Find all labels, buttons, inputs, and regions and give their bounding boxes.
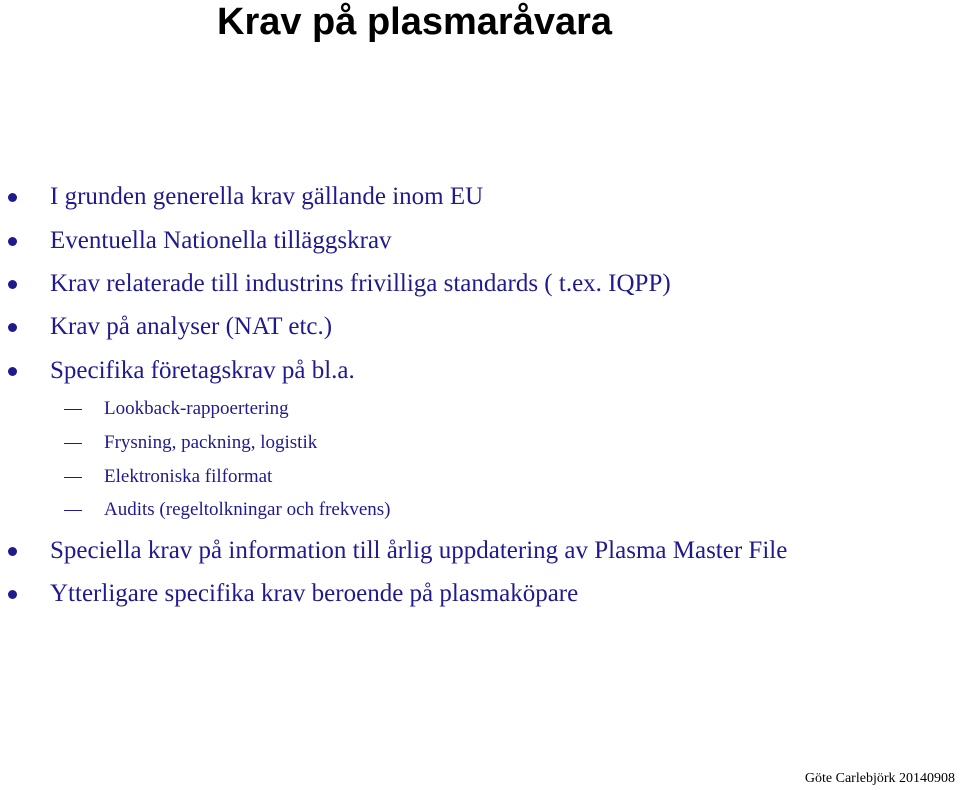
- bullet-dot-icon: [8, 367, 17, 376]
- bullet-text: Ytterligare specifika krav beroende på plasmaköpare: [50, 580, 579, 607]
- sub-bullet-text: Elektroniska filformat: [104, 466, 273, 487]
- bullet-dot-icon: [8, 323, 17, 332]
- sub-bullet-text: Audits (regeltolkningar och frekvens): [104, 499, 391, 520]
- sub-bullet-text: Frysning, packning, logistik: [104, 432, 318, 453]
- bullet-dot-icon: [8, 590, 17, 599]
- bullet-dot-icon: [8, 280, 17, 289]
- bullet-text: Krav på analyser (NAT etc.): [50, 313, 333, 340]
- bullet-dot-icon: [8, 193, 17, 202]
- bullet-text: Eventuella Nationella tilläggskrav: [50, 227, 392, 254]
- footer-credit: Göte Carlebjörk 20140908: [804, 771, 955, 786]
- dash-icon: [64, 477, 82, 478]
- slide-title: Krav på plasmaråvara: [217, 1, 613, 43]
- bullet-text: Speciella krav på information till årlig uppdatering av Plasma Master File: [50, 537, 788, 564]
- bullet-dot-icon: [8, 547, 17, 556]
- dash-icon: [64, 510, 82, 511]
- bullet-dot-icon: [8, 237, 17, 246]
- bullet-text: Specifika företagskrav på bl.a.: [50, 357, 355, 384]
- sub-bullet-text: Lookback-rappoertering: [104, 398, 289, 419]
- dash-icon: [64, 409, 82, 410]
- dash-icon: [64, 443, 82, 444]
- bullet-text: Krav relaterade till industrins frivilliga standards ( t.ex. IQPP): [50, 270, 671, 297]
- bullet-text: I grunden generella krav gällande inom EU: [50, 183, 484, 210]
